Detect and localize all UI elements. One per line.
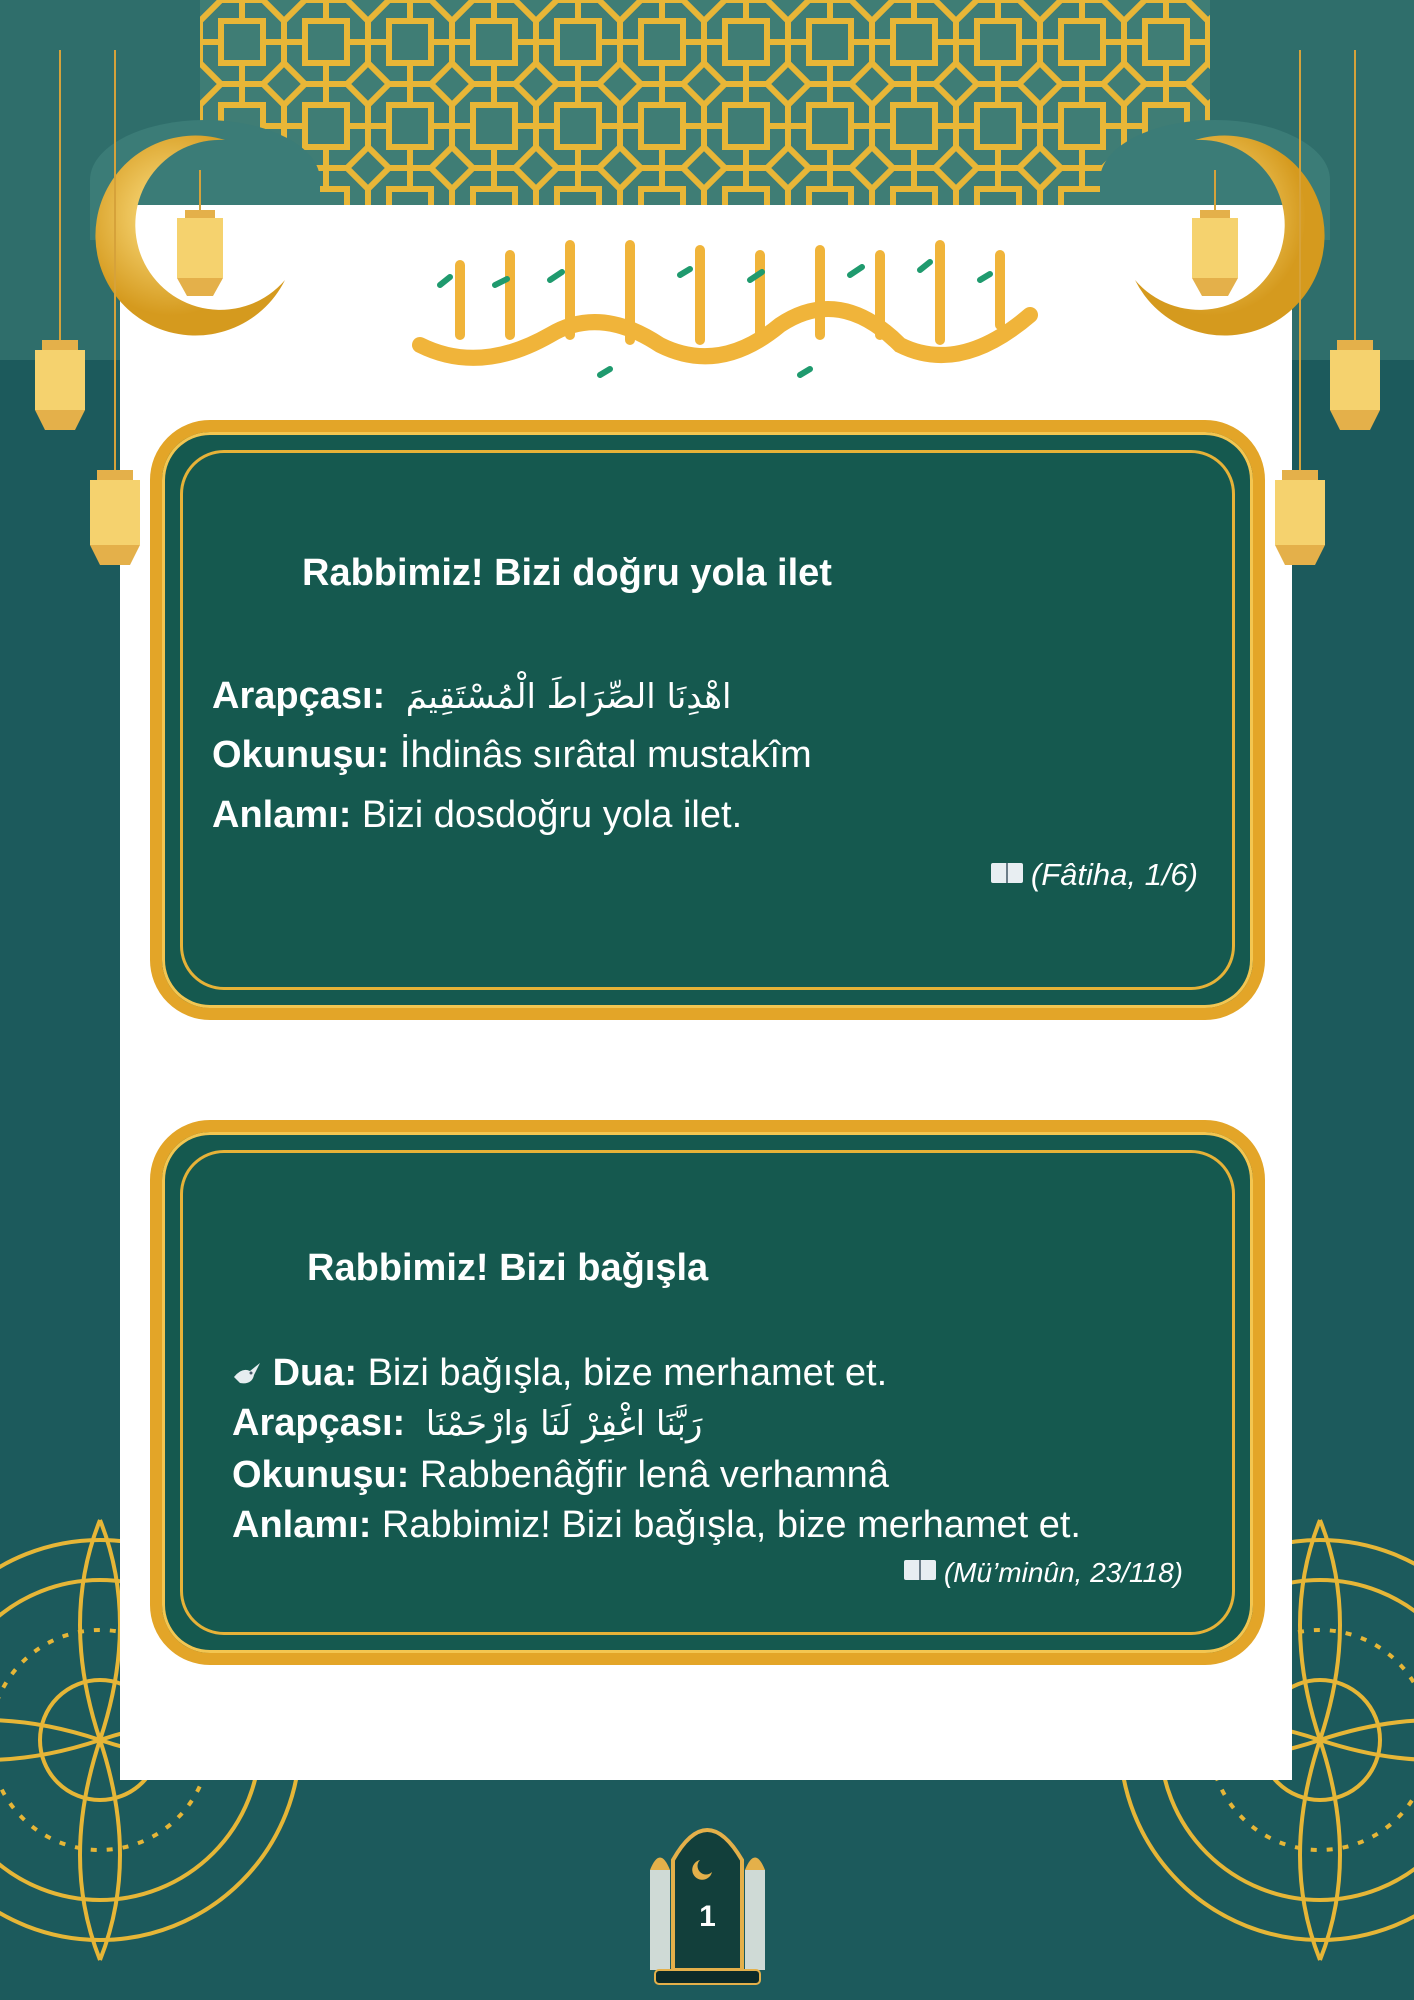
- meaning-text: Bizi dosdoğru yola ilet.: [361, 794, 743, 836]
- reference: [991, 857, 1198, 893]
- lantern-icon: [165, 170, 235, 330]
- reading-line: [232, 1454, 889, 1497]
- reading-label: Okunuşu:: [212, 734, 390, 776]
- arabic-line: [212, 675, 732, 718]
- book-icon: [991, 863, 1023, 883]
- meaning-text: Rabbimiz! Bizi bağışla, bize merhamet et.: [381, 1504, 1081, 1546]
- meaning-line: [212, 794, 742, 837]
- dua-label: Dua:: [272, 1352, 358, 1394]
- arabic-text: اهْدِنَا الصِّرَاطَ الْمُسْتَقِيمَ: [405, 677, 732, 717]
- card-title: Rabbimiz! Bizi doğru yola ilet: [302, 552, 832, 594]
- lantern-icon: [1255, 50, 1395, 570]
- lantern-icon: [1180, 170, 1250, 330]
- dove-icon: [232, 1354, 262, 1380]
- reading-text: İhdinâs sırâtal mustakîm: [399, 734, 812, 776]
- arabic-text: رَبَّنَا اغْفِرْ لَنَا وَارْحَمْنَا: [425, 1404, 703, 1444]
- arabic-label: Arapçası:: [212, 675, 386, 717]
- reference: [904, 1557, 1183, 1589]
- dua-card-2: [150, 1120, 1265, 1665]
- reference-text: (Fâtiha, 1/6): [1030, 857, 1198, 892]
- geometric-pattern: [200, 0, 1210, 210]
- basmala-calligraphy: [400, 225, 1050, 395]
- dua-text: Bizi bağışla, bize merhamet et.: [367, 1352, 888, 1394]
- dua-card-1: [150, 420, 1265, 1020]
- reading-label: Okunuşu:: [232, 1454, 410, 1496]
- card-title: Rabbimiz! Bizi bağışla: [307, 1247, 709, 1289]
- reading-text: Rabbenâğfir lenâ verhamnâ: [419, 1454, 889, 1496]
- book-icon: [904, 1560, 936, 1580]
- reference-text: (Mü’minûn, 23/118): [943, 1557, 1183, 1588]
- mosque-page-badge-icon: [645, 1800, 770, 1990]
- reading-line: [212, 734, 812, 777]
- dua-line: [232, 1352, 887, 1395]
- meaning-label: Anlamı:: [232, 1504, 372, 1546]
- meaning-line: [232, 1504, 1081, 1547]
- page-number: 1: [699, 1900, 716, 1933]
- arabic-label: Arapçası:: [232, 1402, 406, 1444]
- meaning-label: Anlamı:: [212, 794, 352, 836]
- arabic-line: [232, 1402, 702, 1445]
- lantern-icon: [20, 50, 160, 570]
